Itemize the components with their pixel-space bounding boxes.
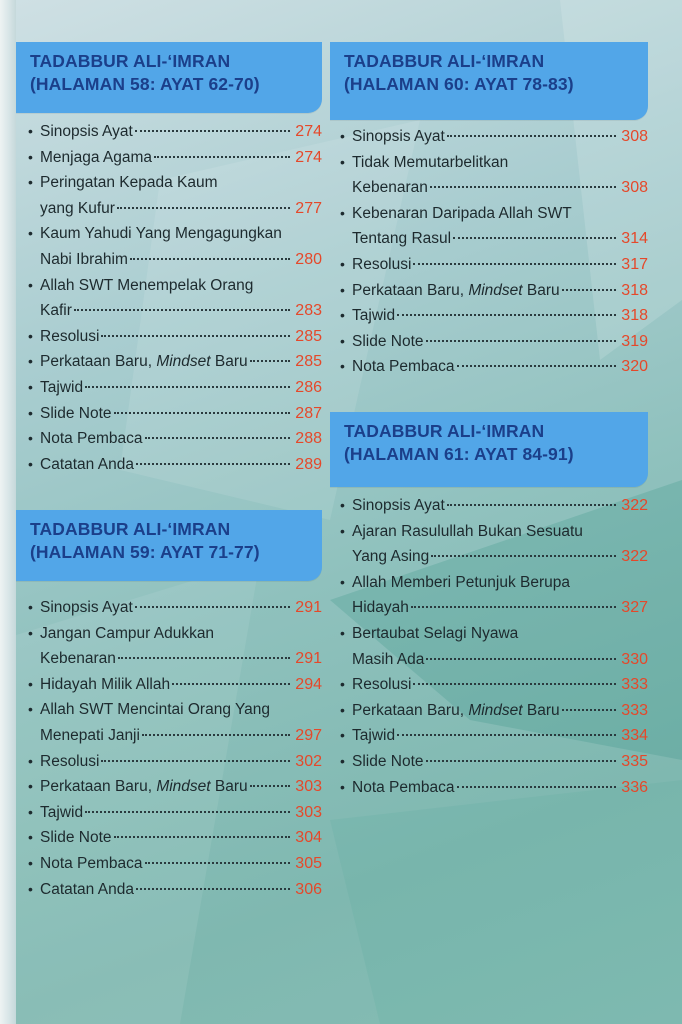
page-number: 280 bbox=[295, 250, 322, 268]
toc-entry-row bbox=[40, 324, 322, 350]
toc-entry[interactable] bbox=[26, 877, 322, 903]
toc-entry[interactable] bbox=[26, 697, 322, 748]
toc-entry-title bbox=[352, 698, 560, 724]
page-number: 333 bbox=[621, 676, 648, 694]
toc-entry[interactable] bbox=[338, 278, 648, 304]
page-number: 308 bbox=[621, 179, 648, 197]
toc-entry-title bbox=[352, 672, 411, 698]
toc-entry-title-text: Sinopsis Ayat bbox=[352, 128, 445, 145]
toc-entry-title bbox=[352, 175, 428, 201]
toc-entry-title bbox=[352, 595, 409, 621]
toc-entry-title-text: Yang Asing bbox=[352, 548, 430, 566]
toc-entry-row bbox=[40, 298, 322, 324]
dot-leader bbox=[430, 186, 616, 188]
section-title-line1: TADABBUR ALI-‘IMRAN bbox=[344, 421, 545, 441]
dot-leader bbox=[426, 658, 616, 660]
toc-entry-title bbox=[40, 145, 152, 171]
page-number: 335 bbox=[621, 752, 648, 770]
page-number: 336 bbox=[621, 778, 648, 796]
toc-entry-row bbox=[40, 119, 322, 145]
toc-entry[interactable] bbox=[26, 621, 322, 672]
dot-leader bbox=[457, 786, 616, 788]
toc-entry[interactable] bbox=[338, 252, 648, 278]
dot-leader bbox=[135, 130, 290, 132]
toc-entry-title bbox=[40, 774, 248, 800]
dot-leader bbox=[411, 606, 616, 608]
toc-entry[interactable] bbox=[26, 672, 322, 698]
page-number: 305 bbox=[295, 854, 322, 872]
toc-entry-row bbox=[352, 278, 648, 304]
toc-entry[interactable] bbox=[26, 375, 322, 401]
toc-entry-title-text: Catatan Anda bbox=[40, 880, 134, 898]
toc-entry-title-text: Slide Note bbox=[352, 752, 424, 770]
toc-entry-row bbox=[352, 749, 648, 775]
section-title-line1: TADABBUR ALI-‘IMRAN bbox=[30, 51, 231, 71]
page-number: 287 bbox=[295, 404, 322, 422]
dot-leader bbox=[562, 289, 616, 291]
toc-entry-title-text: Perkataan Baru, bbox=[40, 778, 157, 796]
toc-entry[interactable] bbox=[26, 595, 322, 621]
toc-entry-row bbox=[40, 452, 322, 478]
toc-entry-title-line1: • Allah SWT Menempelak Orang bbox=[40, 276, 254, 294]
toc-entry-title-line1: • Tidak Memutarbelitkan bbox=[352, 153, 509, 171]
toc-entry[interactable] bbox=[338, 775, 648, 801]
toc-entry[interactable] bbox=[338, 621, 648, 672]
dot-leader bbox=[101, 335, 290, 337]
page-number: 274 bbox=[295, 123, 322, 140]
toc-entry[interactable] bbox=[26, 452, 322, 478]
toc-entry[interactable] bbox=[26, 749, 322, 775]
dot-leader bbox=[145, 437, 290, 439]
dot-leader bbox=[562, 709, 616, 711]
toc-entry-row bbox=[40, 774, 322, 800]
dot-leader bbox=[397, 734, 616, 736]
toc-entry-title-text: Nota Pembaca bbox=[352, 358, 455, 376]
toc-entry-title-text: Nabi Ibrahim bbox=[40, 250, 128, 268]
dot-leader bbox=[154, 156, 290, 158]
toc-entry-title-text: Kebenaran bbox=[352, 179, 428, 197]
toc-entry[interactable] bbox=[26, 119, 322, 145]
toc-entry-title-line1: • Ajaran Rasulullah Bukan Sesuatu bbox=[352, 522, 583, 540]
dot-leader bbox=[142, 734, 290, 736]
toc-entry-title bbox=[40, 749, 99, 775]
page-number: 334 bbox=[621, 727, 648, 745]
dot-leader bbox=[453, 237, 616, 239]
toc-entry-title-text: Tajwid bbox=[40, 803, 84, 821]
toc-entry-title bbox=[40, 426, 143, 452]
dot-leader bbox=[85, 811, 290, 813]
toc-list bbox=[338, 124, 648, 380]
toc-entry[interactable] bbox=[26, 170, 322, 221]
toc-entry-row bbox=[352, 493, 648, 519]
toc-entry[interactable] bbox=[338, 354, 648, 380]
section-title-line2: (HALAMAN 61: AYAT 84-91) bbox=[344, 444, 574, 464]
toc-entry-title-text-after: Baru bbox=[522, 281, 560, 299]
toc-entry[interactable] bbox=[26, 774, 322, 800]
toc-entry-row bbox=[40, 349, 322, 375]
dot-leader bbox=[74, 309, 290, 311]
page-number: 303 bbox=[295, 778, 322, 796]
toc-entry-title bbox=[40, 375, 83, 401]
toc-entry-row bbox=[352, 175, 648, 201]
toc-entry-title-line1: • Bertaubat Selagi Nyawa bbox=[352, 624, 519, 642]
section-title-line1: TADABBUR ALI-‘IMRAN bbox=[30, 519, 231, 539]
toc-entry-row bbox=[352, 775, 648, 801]
toc-entry-title-text: Sinopsis Ayat bbox=[40, 123, 133, 140]
toc-entry[interactable] bbox=[338, 749, 648, 775]
toc-entry-title bbox=[40, 401, 112, 427]
toc-entry-row bbox=[352, 124, 648, 150]
toc-entry-title-text: Nota Pembaca bbox=[352, 778, 455, 796]
toc-entry-title bbox=[40, 595, 133, 621]
toc-entry-title-line1: • Kebenaran Daripada Allah SWT bbox=[352, 204, 572, 222]
toc-entry-title-text: Perkataan Baru, bbox=[352, 281, 469, 299]
dot-leader bbox=[447, 135, 616, 137]
toc-entry[interactable] bbox=[338, 150, 648, 201]
dot-leader bbox=[172, 683, 290, 685]
toc-entry[interactable] bbox=[26, 349, 322, 375]
toc-entry-title-text: Kebenaran bbox=[40, 650, 116, 668]
toc-entry-title-text: Tajwid bbox=[352, 307, 396, 325]
page-number: 289 bbox=[295, 455, 322, 473]
page-number: 285 bbox=[295, 327, 322, 345]
toc-entry-title bbox=[40, 119, 133, 145]
toc-entry-title bbox=[40, 723, 140, 749]
toc-entry-row bbox=[352, 595, 648, 621]
page-number: 288 bbox=[295, 430, 322, 448]
toc-entry-row bbox=[40, 800, 322, 826]
toc-entry-title bbox=[352, 303, 395, 329]
page-number: 277 bbox=[295, 199, 322, 217]
toc-entry-title-italic: Mindset bbox=[468, 281, 523, 299]
section-header bbox=[330, 42, 648, 120]
toc-entry-title bbox=[40, 646, 116, 672]
toc-entry-row bbox=[40, 749, 322, 775]
page-number: 318 bbox=[621, 307, 648, 325]
toc-entry-title-text: Resolusi bbox=[352, 255, 412, 273]
toc-entry-title-text: Nota Pembaca bbox=[40, 854, 143, 872]
toc-entry-title-text: Slide Note bbox=[40, 404, 112, 422]
dot-leader bbox=[136, 888, 290, 890]
toc-entry-row bbox=[352, 698, 648, 724]
page-number: 285 bbox=[295, 353, 322, 371]
toc-section-halaman-60 bbox=[330, 42, 648, 380]
toc-entry-title-text-after: Baru bbox=[210, 778, 248, 796]
page-number: 314 bbox=[621, 230, 648, 248]
toc-entry-row bbox=[352, 672, 648, 698]
toc-entry-row bbox=[40, 145, 322, 171]
dot-leader bbox=[114, 836, 290, 838]
page-number: 327 bbox=[621, 599, 648, 617]
page-number: 319 bbox=[621, 332, 648, 350]
toc-entry-title-line1: • Kaum Yahudi Yang Mengagungkan bbox=[40, 225, 282, 243]
page-number: 291 bbox=[295, 599, 322, 616]
toc-entry-title-line1: • Peringatan Kepada Kaum bbox=[40, 174, 218, 192]
toc-entry-title bbox=[352, 775, 455, 801]
toc-entry-row bbox=[352, 544, 648, 570]
toc-entry-title-text: Perkataan Baru, bbox=[40, 353, 157, 371]
toc-entry-title bbox=[352, 124, 445, 150]
dot-leader bbox=[85, 386, 290, 388]
page-number: 322 bbox=[621, 548, 648, 566]
toc-entry-title-line1: • Jangan Campur Adukkan bbox=[40, 624, 215, 642]
page-number: 297 bbox=[295, 726, 322, 744]
toc-entry[interactable] bbox=[26, 273, 322, 324]
toc-entry-title bbox=[352, 354, 455, 380]
section-title-line2: (HALAMAN 59: AYAT 71-77) bbox=[30, 542, 260, 562]
toc-entry[interactable] bbox=[338, 124, 648, 150]
toc-entry-row bbox=[352, 354, 648, 380]
dot-leader bbox=[431, 555, 616, 557]
toc-entry-title-text: yang Kufur bbox=[40, 199, 115, 217]
page-number: 320 bbox=[621, 358, 648, 376]
dot-leader bbox=[101, 760, 290, 762]
toc-entry[interactable] bbox=[338, 329, 648, 355]
toc-section-halaman-61 bbox=[330, 412, 648, 800]
page-number: 286 bbox=[295, 378, 322, 396]
toc-entry[interactable] bbox=[338, 723, 648, 749]
toc-entry-row bbox=[40, 595, 322, 621]
toc-entry-title bbox=[352, 493, 445, 519]
toc-entry-title-text: Tajwid bbox=[352, 727, 396, 745]
section-header bbox=[16, 42, 322, 113]
toc-entry-title-line1: • Allah Memberi Petunjuk Berupa bbox=[352, 573, 570, 591]
toc-entry-title-italic: Mindset bbox=[156, 778, 211, 796]
page-number: 291 bbox=[295, 650, 322, 668]
toc-entry-row bbox=[40, 196, 322, 222]
page-number: 304 bbox=[295, 829, 322, 847]
toc-entry[interactable] bbox=[26, 221, 322, 272]
toc-entry-title-text: Slide Note bbox=[40, 829, 112, 847]
page-number: 317 bbox=[621, 255, 648, 273]
toc-entry[interactable] bbox=[338, 519, 648, 570]
page-number: 303 bbox=[295, 803, 322, 821]
dot-leader bbox=[117, 207, 290, 209]
toc-entry-row bbox=[40, 877, 322, 903]
toc-entry-row bbox=[352, 723, 648, 749]
toc-entry-title-text: Catatan Anda bbox=[40, 455, 134, 473]
toc-section-halaman-58 bbox=[16, 42, 322, 477]
toc-entry-row bbox=[40, 851, 322, 877]
toc-entry-title bbox=[40, 349, 248, 375]
dot-leader bbox=[130, 258, 290, 260]
dot-leader bbox=[118, 657, 290, 659]
toc-entry-title-text-after: Baru bbox=[522, 701, 560, 719]
toc-list bbox=[26, 595, 322, 902]
page-number: 283 bbox=[295, 302, 322, 320]
toc-entry-row bbox=[352, 329, 648, 355]
page-number: 308 bbox=[621, 128, 648, 145]
dot-leader bbox=[426, 340, 616, 342]
page-number: 318 bbox=[621, 281, 648, 299]
toc-entry-title bbox=[352, 226, 451, 252]
section-title-line2: (HALAMAN 58: AYAT 62-70) bbox=[30, 74, 260, 94]
toc-entry-row bbox=[40, 672, 322, 698]
dot-leader bbox=[135, 606, 290, 608]
toc-entry-title bbox=[352, 329, 424, 355]
toc-entry-title bbox=[40, 800, 83, 826]
page-number: 322 bbox=[621, 497, 648, 514]
toc-entry-title bbox=[40, 298, 72, 324]
toc-entry-row bbox=[352, 252, 648, 278]
dot-leader bbox=[114, 412, 290, 414]
toc-entry-row bbox=[352, 226, 648, 252]
toc-list bbox=[26, 119, 322, 477]
toc-entry-title-text: Resolusi bbox=[352, 676, 412, 694]
dot-leader bbox=[145, 862, 290, 864]
dot-leader bbox=[136, 463, 290, 465]
toc-entry-title-text: Sinopsis Ayat bbox=[352, 497, 445, 514]
dot-leader bbox=[413, 683, 616, 685]
toc-entry-title-text: Sinopsis Ayat bbox=[40, 599, 133, 616]
section-header bbox=[16, 510, 322, 581]
section-title-line1: TADABBUR ALI-‘IMRAN bbox=[344, 51, 545, 71]
page-number: 274 bbox=[295, 148, 322, 166]
toc-entry-title bbox=[352, 723, 395, 749]
toc-entry-title-text: Menepati Janji bbox=[40, 726, 140, 744]
toc-entry-row bbox=[40, 723, 322, 749]
toc-entry-title bbox=[352, 749, 424, 775]
page-number: 306 bbox=[295, 880, 322, 898]
toc-entry-title bbox=[352, 544, 429, 570]
toc-entry-title-italic: Mindset bbox=[156, 353, 211, 371]
toc-entry-row bbox=[40, 247, 322, 273]
toc-entry[interactable] bbox=[338, 698, 648, 724]
toc-entry[interactable] bbox=[338, 493, 648, 519]
page-binding-edge bbox=[0, 0, 16, 1024]
toc-entry-title-line1: • Allah SWT Mencintai Orang Yang bbox=[40, 701, 271, 719]
toc-entry-title-text: Masih Ada bbox=[352, 650, 425, 668]
toc-entry[interactable] bbox=[338, 201, 648, 252]
page-number: 302 bbox=[295, 752, 322, 770]
dot-leader bbox=[413, 263, 616, 265]
toc-entry[interactable] bbox=[26, 145, 322, 171]
toc-entry-title bbox=[352, 278, 560, 304]
section-title-line2: (HALAMAN 60: AYAT 78-83) bbox=[344, 74, 574, 94]
toc-entry-title bbox=[40, 672, 170, 698]
toc-entry-title-italic: Mindset bbox=[468, 701, 523, 719]
toc-entry[interactable] bbox=[338, 303, 648, 329]
toc-entry-row bbox=[352, 303, 648, 329]
toc-entry-title bbox=[40, 196, 115, 222]
toc-entry[interactable] bbox=[26, 800, 322, 826]
toc-entry-title-text-after: Baru bbox=[210, 353, 248, 371]
toc-section-halaman-59 bbox=[16, 510, 322, 902]
toc-entry[interactable] bbox=[26, 324, 322, 350]
dot-leader bbox=[457, 365, 616, 367]
toc-entry-title bbox=[40, 877, 134, 903]
toc-entry-title-text: Slide Note bbox=[352, 332, 424, 350]
dot-leader bbox=[250, 785, 290, 787]
toc-entry-title-text: Menjaga Agama bbox=[40, 148, 153, 166]
toc-list bbox=[338, 493, 648, 800]
toc-entry-title bbox=[40, 825, 112, 851]
toc-entry-title bbox=[40, 452, 134, 478]
toc-entry-title-text: Tentang Rasul bbox=[352, 230, 452, 248]
toc-entry[interactable] bbox=[338, 570, 648, 621]
toc-entry[interactable] bbox=[338, 672, 648, 698]
toc-entry-title bbox=[40, 851, 143, 877]
toc-entry-row bbox=[40, 375, 322, 401]
toc-entry-title-text: Nota Pembaca bbox=[40, 430, 143, 448]
toc-entry[interactable] bbox=[26, 401, 322, 427]
toc-entry-title bbox=[352, 647, 424, 673]
toc-entry-title-text: Hidayah Milik Allah bbox=[40, 675, 171, 693]
dot-leader bbox=[397, 314, 616, 316]
page-number: 330 bbox=[621, 650, 648, 668]
toc-entry[interactable] bbox=[26, 825, 322, 851]
page-number: 333 bbox=[621, 701, 648, 719]
dot-leader bbox=[426, 760, 616, 762]
toc-entry-title bbox=[40, 324, 99, 350]
page-number: 294 bbox=[295, 675, 322, 693]
dot-leader bbox=[250, 360, 290, 362]
toc-entry-title-text: Tajwid bbox=[40, 378, 84, 396]
toc-entry[interactable] bbox=[26, 426, 322, 452]
toc-entry-row bbox=[40, 825, 322, 851]
toc-entry-title bbox=[40, 247, 128, 273]
toc-entry-title-text: Kafir bbox=[40, 302, 72, 320]
toc-entry-title-text: Hidayah bbox=[352, 599, 409, 617]
toc-entry-row bbox=[40, 401, 322, 427]
toc-entry-row bbox=[40, 646, 322, 672]
toc-entry[interactable] bbox=[26, 851, 322, 877]
toc-entry-title-text: Resolusi bbox=[40, 327, 100, 345]
dot-leader bbox=[447, 504, 616, 506]
toc-entry-row bbox=[40, 426, 322, 452]
section-header bbox=[330, 412, 648, 487]
toc-entry-title bbox=[352, 252, 411, 278]
toc-entry-title-text: Resolusi bbox=[40, 752, 100, 770]
toc-entry-title-text: Perkataan Baru, bbox=[352, 701, 469, 719]
toc-entry-row bbox=[352, 647, 648, 673]
